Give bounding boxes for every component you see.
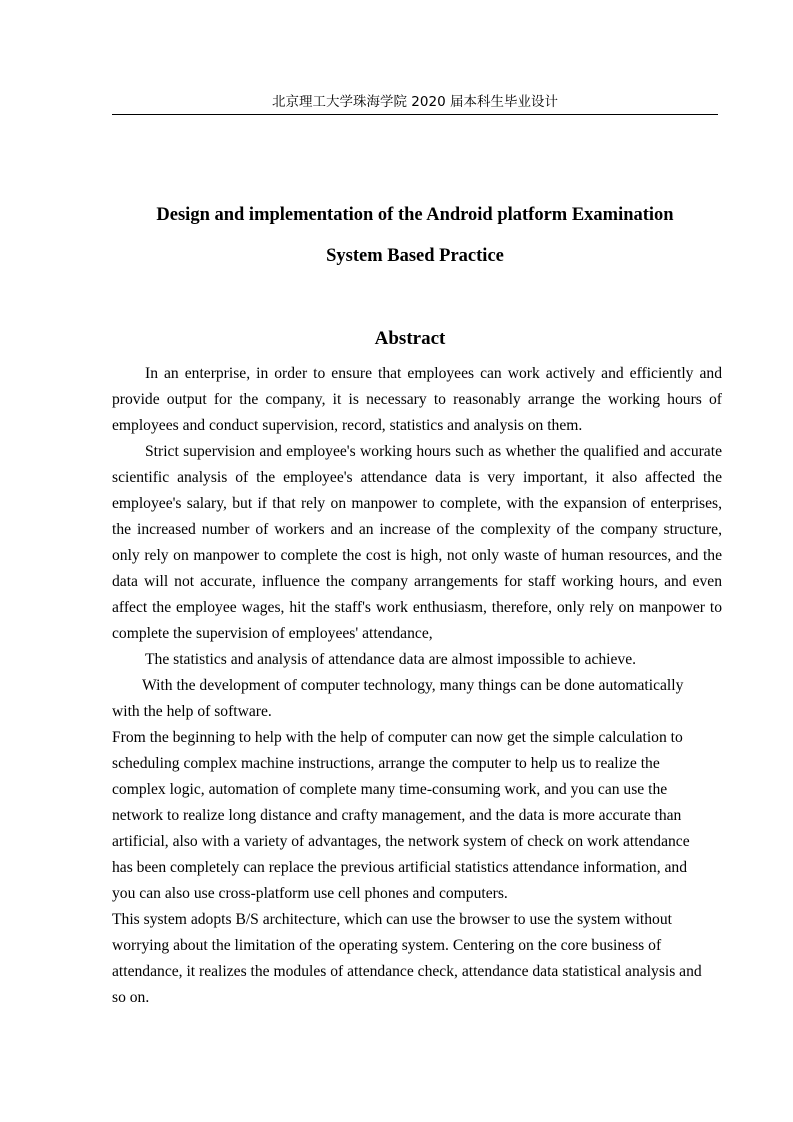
abstract-body	[112, 361, 722, 1011]
header-rule	[112, 114, 718, 115]
abstract-paragraph: With the development of computer technology, many things can be done automatically with the help of software.	[112, 677, 684, 720]
abstract-paragraph: From the beginning to help with the help of computer can now get the simple calculation to scheduling complex machine instructions, arrange the computer to help us to realize the complex logic, automation of complete many time-consuming work, and you can use the network to realize long distance and crafty management, and the data is more accurate than artificial, also with a variety of advantages, the network system of check on work attendance has been completely can replace the previous artificial statistics attendance information, and you can also use cross-platform use cell phones and computers.	[112, 729, 690, 902]
abstract-paragraph: This system adopts B/S architecture, which can use the browser to use the system without worrying about the limitation of the operating system. Centering on the core business of attendance, it realizes the modules of attendance check, attendance data statistical analysis and so on.	[112, 911, 702, 1006]
paper-title-line-1: Design and implementation of the Android platform Examination	[156, 205, 674, 225]
abstract-heading: Abstract	[374, 328, 446, 349]
paper-title-line-2: System Based Practice	[326, 246, 504, 266]
abstract-paragraph: In an enterprise, in order to ensure that employees can work actively and efficiently and provide output for the company, it is necessary to reasonably arrange the working hours of employees and conduct supervision, record, statistics and analysis on them.	[112, 365, 722, 434]
abstract-paragraph: The statistics and analysis of attendance data are almost impossible to achieve.	[145, 651, 637, 668]
running-header: 北京理工大学珠海学院 2020 届本科生毕业设计	[272, 94, 558, 110]
abstract-paragraph: Strict supervision and employee's working hours such as whether the qualified and accurate scientific analysis of the employee's attendance data is very important, it also affected the employee's salary, but if that rely on manpower to complete, with the expansion of enterprises, the increased number of workers and an increase of the complexity of the company structure, only rely on manpower to complete the cost is high, not only waste of human resources, and the data will not accurate, influence the company arrangements for staff working hours, and even affect the employee wages, hit the staff's work enthusiasm, therefore, only rely on manpower to complete the supervision of employees' attendance,	[112, 443, 722, 642]
